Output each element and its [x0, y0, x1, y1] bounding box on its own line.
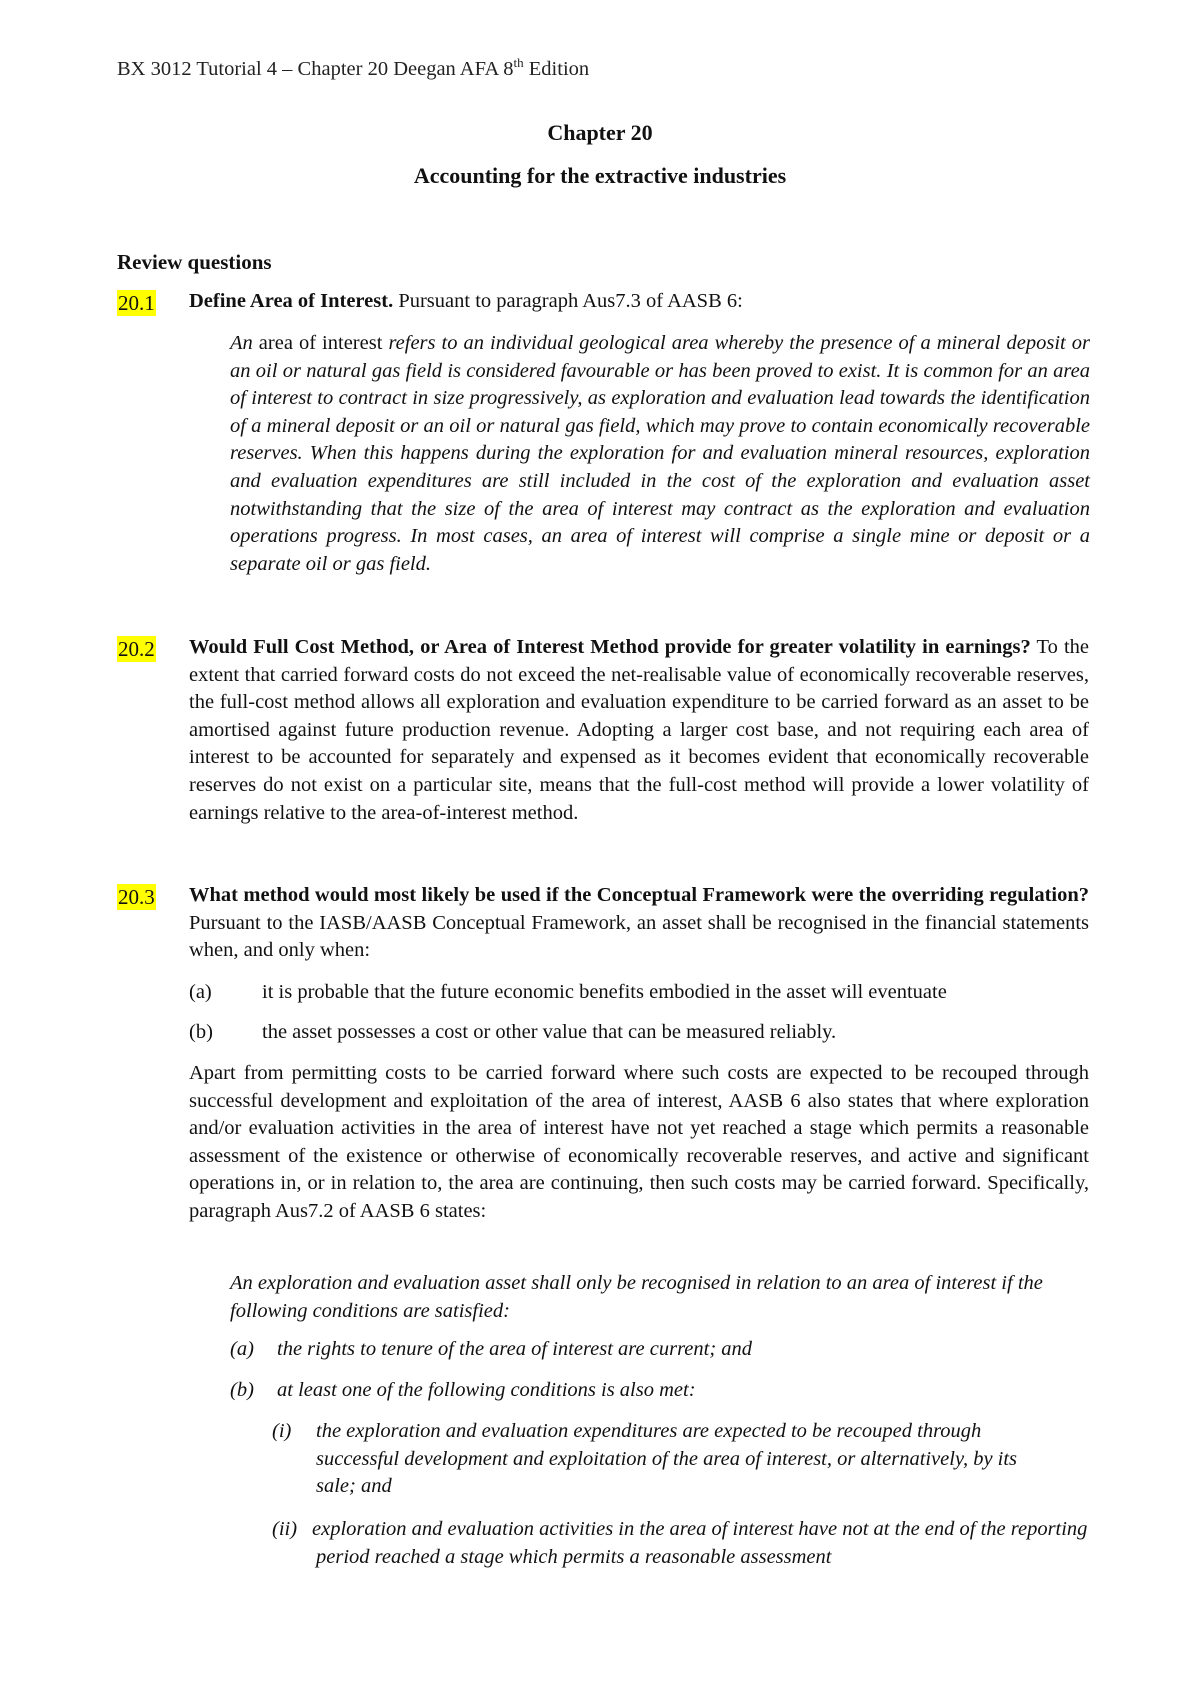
condition-a-label: (a): [230, 1338, 254, 1360]
subcondition-i-label: (i): [272, 1420, 292, 1442]
criterion-a-label: (a): [189, 981, 212, 1003]
subcondition-ii: [272, 1516, 1092, 1574]
condition-b: [230, 1377, 1090, 1405]
header-suffix: Edition: [523, 58, 590, 80]
chapter-subtitle: Accounting for the extractive industries: [413, 163, 787, 188]
section-heading: Review questions: [117, 250, 272, 274]
question-20-1-text: [189, 288, 1089, 316]
quote-20-1-body: refers to an individual geological area whereby the presence of a mineral deposit or an oil or natural gas field is considered favourable or has been proved to exist. It is common for an area of interest to contract in size progressively, as exploration and evaluation lead towards the identification of a mineral deposit or an oil or natural gas field, which may prove to contain economically recoverable reserves. When this happens during the exploration for and evaluation mineral resources, exploration and evaluation expenditures are still included in the cost of the exploration and evaluation asset notwithstanding that the size of the area of interest may contract as the exploration and evaluation operations progress. In most cases, an area of interest will comprise a single mine or deposit or a separate oil or gas field.: [230, 332, 1091, 575]
question-20-1-heading: Define Area of Interest.: [189, 290, 394, 312]
question-20-1-intro: Pursuant to paragraph Aus7.3 of AASB 6:: [393, 290, 743, 312]
question-number-20-1: 20.1: [118, 291, 155, 315]
question-20-3-quote: An exploration and evaluation asset shall only be recognised in relation to an area of interest if the following conditions are satisfied:: [230, 1272, 1043, 1322]
subcondition-ii-label: (ii): [272, 1518, 298, 1540]
subcondition-i-text: the exploration and evaluation expenditures are expected to be recouped through successful development and exploitation of the area of interest, or alternatively, by its sale; and: [316, 1420, 1018, 1498]
question-20-3-heading: What method would most likely be used if the Conceptual Framework were the overriding regulation?: [189, 884, 1089, 906]
question-20-1-quote: [230, 330, 1090, 578]
question-20-3-text: [189, 882, 1089, 965]
condition-a-text: the rights to tenure of the area of interest are current; and: [277, 1338, 753, 1360]
quote-20-1-term: area of interest: [252, 332, 389, 354]
condition-a: [230, 1336, 1090, 1364]
question-number-20-2: 20.2: [118, 637, 155, 661]
question-20-3-intro: Pursuant to the IASB/AASB Conceptual Framework, an asset shall be recognised in the financial statements when, and only when:: [189, 911, 1089, 962]
condition-b-label: (b): [230, 1379, 254, 1401]
criterion-b: [189, 1019, 1109, 1047]
question-20-2-heading: Would Full Cost Method, or Area of Interest Method provide for greater volatility in earnings?: [189, 636, 1031, 658]
question-20-2-answer: To the extent that carried forward costs do not exceed the net-realisable value of economically recoverable reserves, the full-cost method allows all exploration and evaluation expenditure to be carried forward as an asset to be amortised against future production revenue. Adopting a larger cost base, and not requiring each area of interest to be accounted for separately and expensed as it becomes evident that economically recoverable reserves do not exist on a particular site, means that the full-cost method will provide a lower volatility of earnings relative to the area-of-interest method.: [189, 636, 1089, 824]
question-20-3-paragraph: Apart from permitting costs to be carried forward where such costs are expected to be recouped through successful development and exploitation of the area of interest, AASB 6 also states that where exploration and/or evaluation activities in the area of interest have not yet reached a stage which permits a reasonable assessment of the existence or otherwise of economically recoverable reserves, and active and significant operations in, or in relation to, the area are continuing, then such costs may be carried forward. Specifically, paragraph Aus7.2 of AASB 6 states:: [189, 1062, 1089, 1222]
page-header: [117, 55, 590, 81]
question-20-2-text: [189, 634, 1089, 827]
question-number-20-3: 20.3: [118, 885, 155, 909]
criterion-a: [189, 979, 1109, 1007]
subcondition-ii-text: exploration and evaluation activities in the area of interest have not at the end of the reporting period reached a stage which permits a reasonable assessment: [312, 1518, 1088, 1568]
criterion-a-text: it is probable that the future economic benefits embodied in the asset will eventuate: [262, 981, 947, 1003]
header-text: BX 3012 Tutorial 4 – Chapter 20 Deegan AFA 8: [117, 58, 514, 80]
chapter-title: Chapter 20: [547, 120, 653, 145]
criterion-b-label: (b): [189, 1021, 213, 1043]
header-superscript: th: [513, 55, 524, 71]
subcondition-i: [272, 1418, 1092, 1504]
criterion-b-text: the asset possesses a cost or other value that can be measured reliably.: [262, 1021, 837, 1043]
quote-20-1-lead: An: [230, 332, 253, 354]
condition-b-text: at least one of the following conditions is also met:: [277, 1379, 696, 1401]
